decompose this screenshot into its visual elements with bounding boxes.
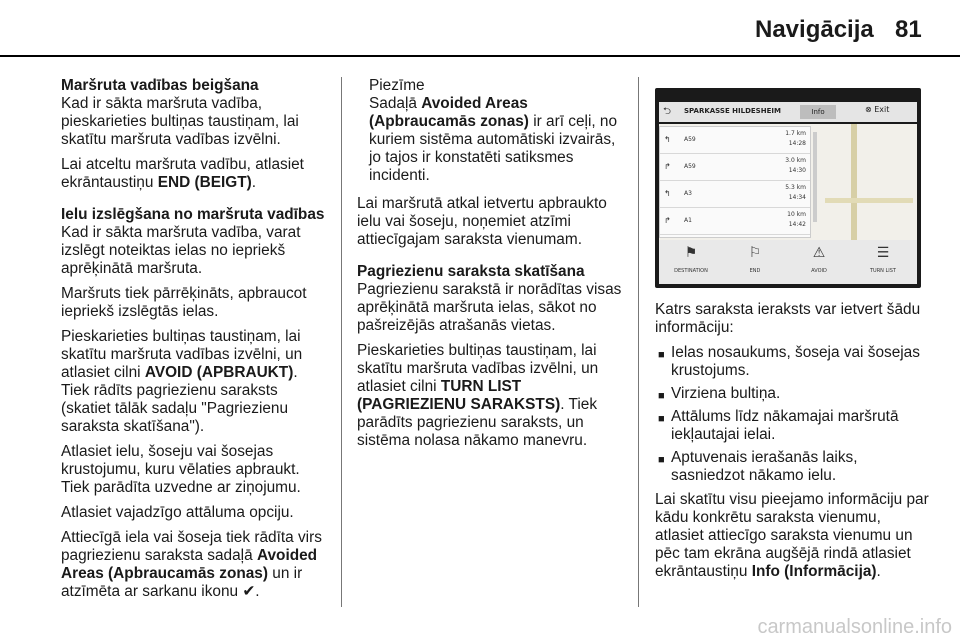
exit-icon: ⊗ — [865, 105, 875, 114]
paragraph: Pagriezienu sarakstā ir norādītas visas aprēķinātā maršruta ielas, sākot no pašreizējās atrašanās vietas. — [357, 281, 622, 334]
paragraph: Lai skatītu visu pieejamo informāciju par kādu konkrētu saraksta vienumu, atlasiet attiecīgo saraksta vienumu un pēc tam ekrāna augšējā rindā atlasiet ekrāntaustiņu Info (Informācija). — [655, 491, 929, 580]
destination-button: ⚑ DESTINATION — [659, 244, 723, 274]
paragraph: Kad ir sākta maršruta vadība, varat izslēgt noteiktas ielas no iepriekš aprēķinātā maršruta. — [61, 224, 301, 277]
section-heading-exclude-streets: Ielu izslēgšana no maršruta vadības — [61, 206, 325, 223]
bullet-icon: ■ — [658, 390, 665, 402]
turn-list-row: ↱ A1 10 km 14:42 — [660, 208, 810, 235]
turn-arrow-icon: ↱ — [664, 216, 671, 225]
page-number: 81 — [895, 16, 922, 43]
paragraph: Lai maršrutā atkal ietvertu apbraukto ielu vai šoseju, noņemiet atzīmi attiecīgajam saraksta vienumam. — [357, 195, 607, 248]
bullet-icon: ■ — [658, 454, 665, 466]
column-divider — [341, 77, 342, 607]
turn-list-button: ☰ TURN LIST — [851, 244, 915, 274]
bullet-icon: ■ — [658, 413, 665, 425]
column-divider — [638, 77, 639, 607]
info-button: Info — [800, 105, 836, 119]
map-road — [825, 198, 913, 203]
turn-arrow-icon: ↰ — [664, 135, 671, 144]
back-arrow-icon: ⮌ — [663, 106, 672, 117]
paragraph: Lai atceltu maršruta vadību, atlasiet ekrāntaustiņu END (BEIGT). — [61, 156, 304, 191]
list-item: ■ Ielas nosaukums, šoseja vai šosejas krustojums. — [658, 344, 920, 379]
paragraph: Pieskarieties bultiņas taustiņam, lai skatītu maršruta vadības izvēlni, un atlasiet cilni TURN LIST (PAGRIEZIENU SARAKSTS). Tiek parādīts pagriezienu saraksts, un sistēma nolasa nākamo manevru. — [357, 342, 599, 449]
column-left — [61, 77, 329, 608]
turn-list-icon: ☰ — [876, 245, 890, 261]
navigation-screenshot — [655, 88, 921, 288]
info-list — [655, 344, 930, 485]
paragraph: Maršruts tiek pārrēķināts, apbraucot iepriekš izslēgtās ielas. — [61, 285, 307, 320]
list-item: ■ Virziena bultiņa. — [655, 385, 930, 403]
list-item: ■ Aptuvenais ierašanās laiks, sasniedzot nākamo ielu. — [658, 449, 858, 484]
page-header-title: Navigācija — [755, 16, 874, 43]
map-road — [851, 124, 857, 248]
turn-arrow-icon: ↱ — [664, 162, 671, 171]
header-divider — [0, 55, 960, 57]
section-heading-end-guidance: Maršruta vadības beigšana — [61, 77, 259, 94]
flag-icon: ⚑ — [684, 245, 698, 261]
avoid-button: ⚠ AVOID — [787, 244, 851, 274]
paragraph: Pieskarieties bultiņas taustiņam, lai skatītu maršruta vadības izvēlni, un atlasiet cilni AVOID (APBRAUKT). Tiek rādīts pagriezienu saraksts (skatiet tālāk sadaļu "Pagriezienu saraksta skatīšana"). — [61, 328, 303, 435]
check-icon: ✔ — [242, 583, 256, 600]
column-right — [655, 301, 930, 588]
paragraph: Atlasiet vajadzīgo attāluma opciju. — [61, 504, 294, 521]
turn-arrow-icon: ↰ — [664, 189, 671, 198]
turn-list-row: ↰ A59 1.7 km 14:28 — [660, 127, 810, 154]
end-button: ⚐ END — [723, 244, 787, 274]
end-flag-icon: ⚐ — [748, 245, 762, 261]
list-item: ■ Attālums līdz nākamajai maršrutā iekļautajai ielai. — [658, 408, 899, 443]
watermark: carmanualsonline.info — [757, 616, 952, 638]
turn-list-row: ↱ A59 3.0 km 14:30 — [660, 154, 810, 181]
note-box: Piezīme Sadaļā Avoided Areas (Apbraucamās zonas) ir arī ceļi, no kuriem sistēma automātiski izvairās, jo tajos ir konstatēti satiksmes incidenti. — [369, 77, 629, 185]
column-middle — [357, 77, 629, 457]
list-scrollbar — [813, 132, 817, 222]
screen-destination-title: SPARKASSE HILDESHEIM — [684, 107, 781, 115]
paragraph: Kad ir sākta maršruta vadība, pieskarieties bultiņas taustiņam, lai skatītu maršruta vadības izvēlni. — [61, 95, 299, 148]
paragraph: Katrs saraksta ieraksts var ietvert šādu informāciju: — [655, 301, 921, 336]
screen-top-bar — [659, 102, 917, 122]
paragraph: Attiecīgā iela vai šoseja tiek rādīta virs pagriezienu saraksta sadaļā Avoided Areas (Apbraucamās zonas) un ir atzīmēta ar sarkanu ikonu ✔. — [61, 529, 322, 600]
exit-button: ⊗ Exit — [865, 105, 890, 114]
note-title: Piezīme — [369, 77, 425, 94]
avoid-icon: ⚠ — [812, 245, 826, 261]
bullet-icon: ■ — [658, 349, 665, 361]
screen-bottom-bar — [659, 240, 917, 284]
turn-list — [659, 126, 811, 238]
turn-list-row: ↰ A3 5.3 km 14:34 — [660, 181, 810, 208]
paragraph: Atlasiet ielu, šoseju vai šosejas krustojumu, kuru vēlaties apbraukt. Tiek parādīta uzvedne ar ziņojumu. — [61, 443, 301, 496]
section-heading-turn-list: Pagriezienu saraksta skatīšana — [357, 263, 585, 280]
